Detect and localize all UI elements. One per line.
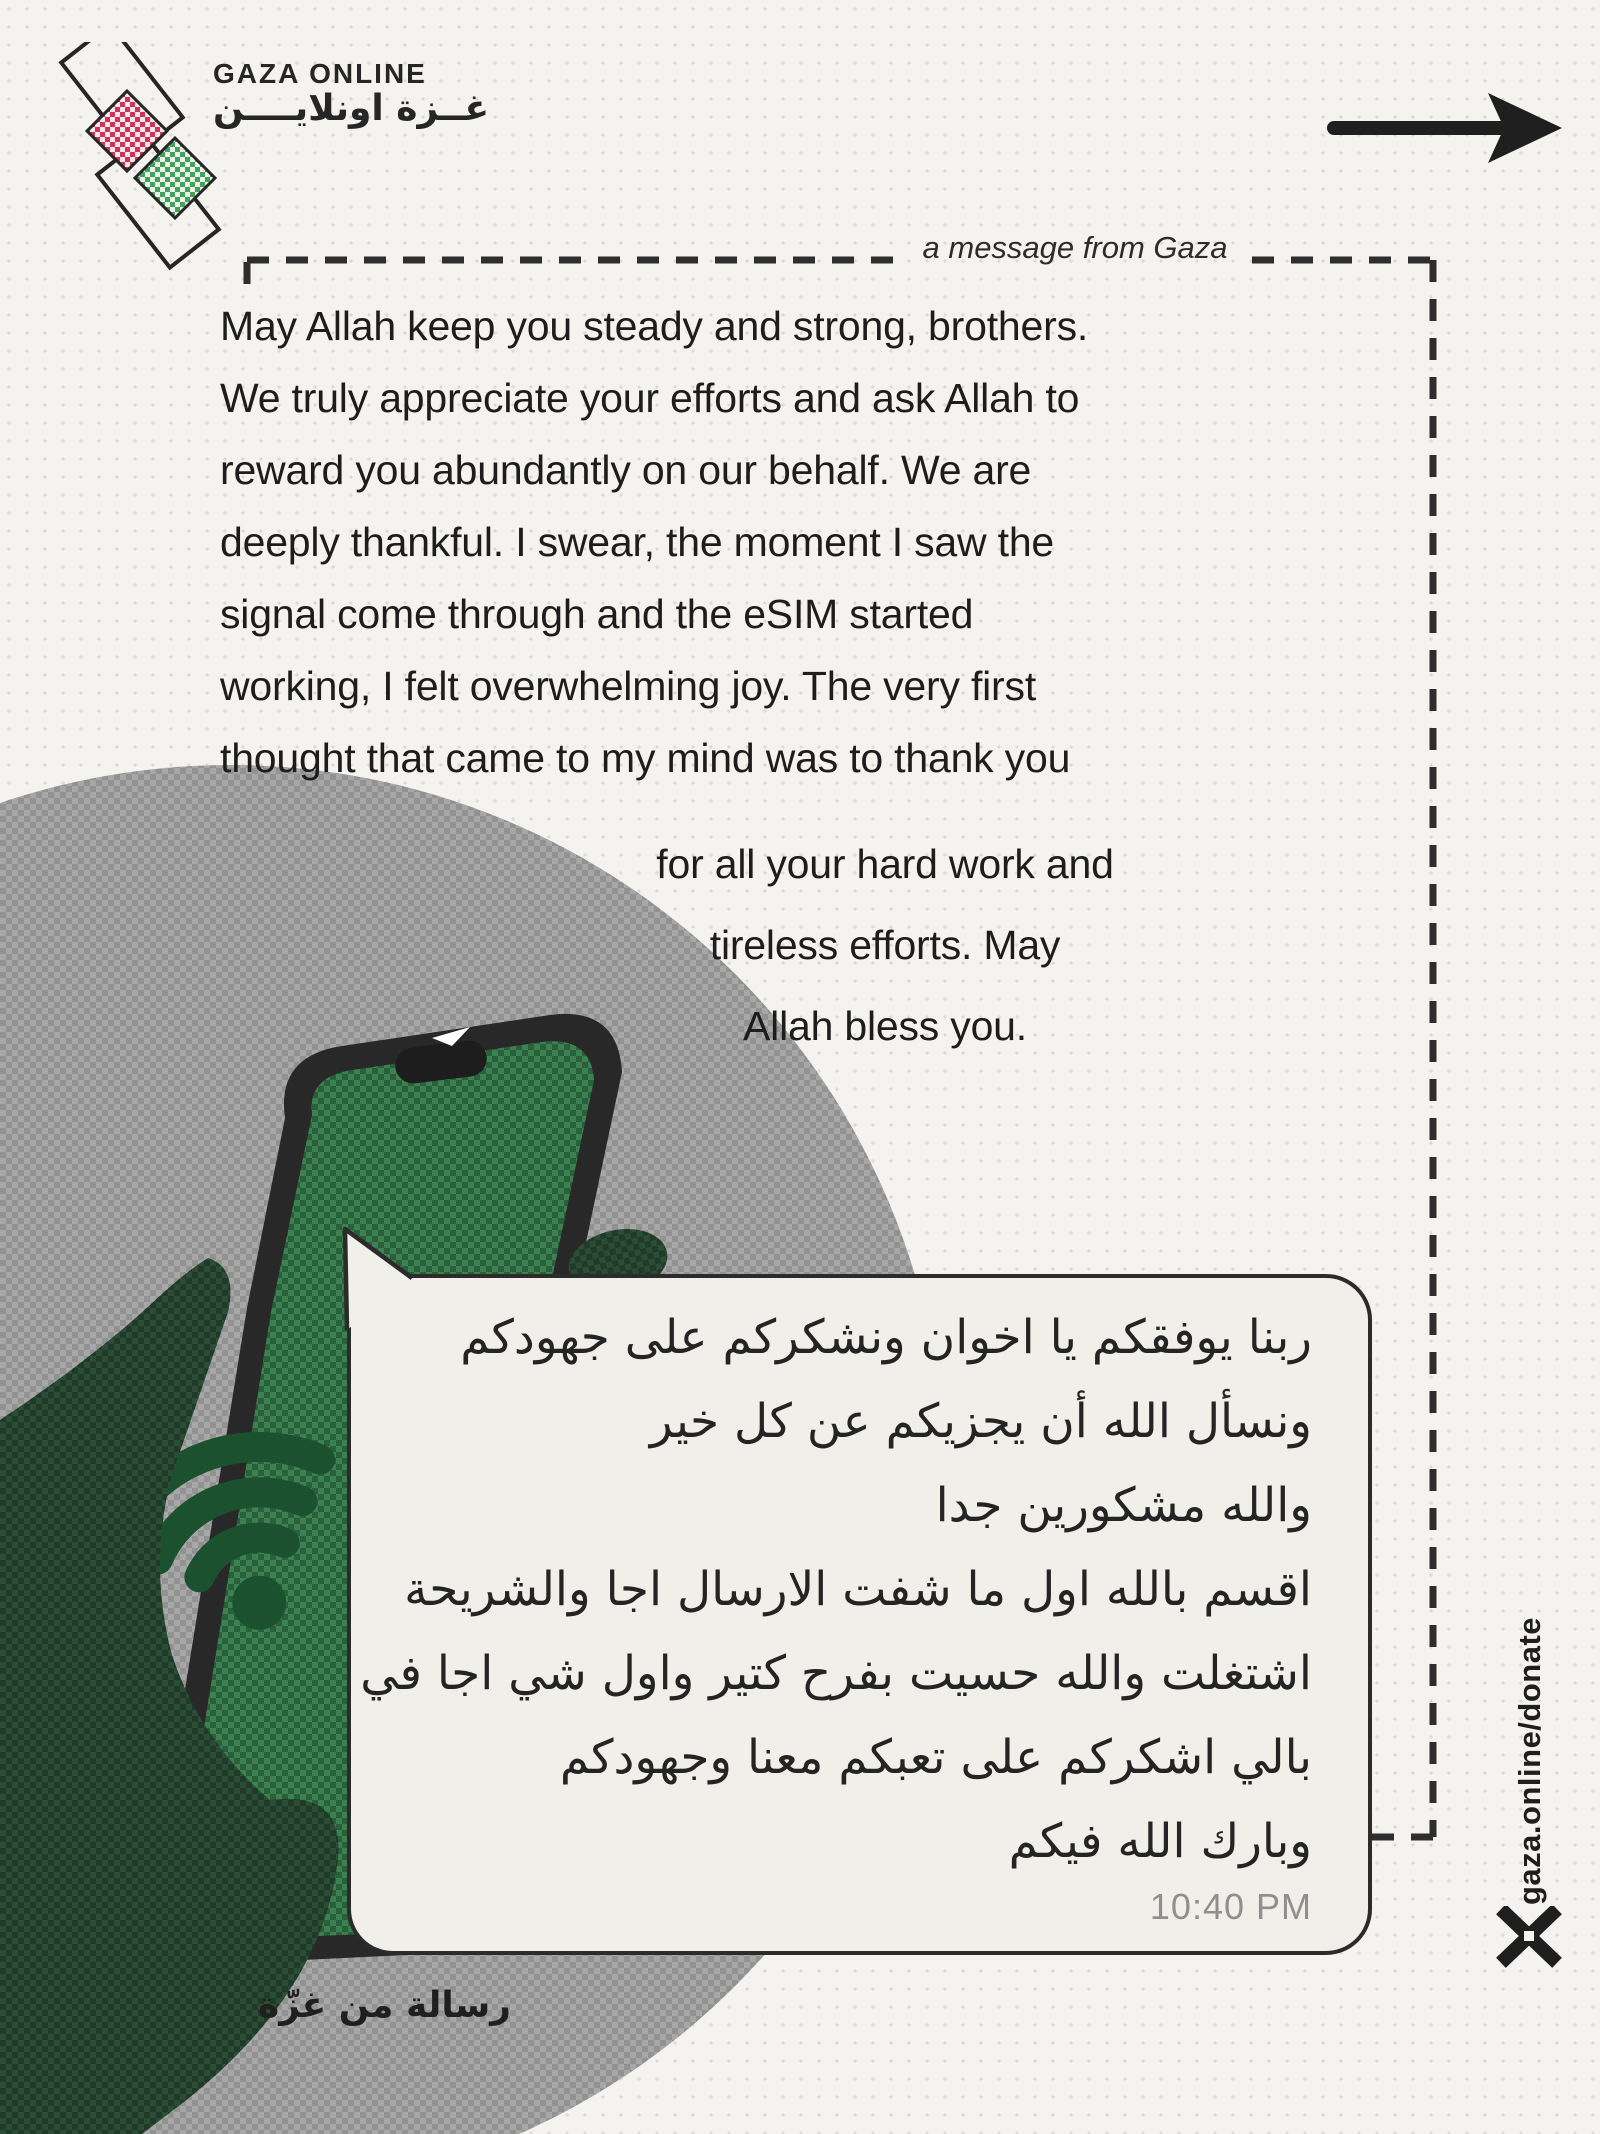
frame-label: a message from Gaza <box>922 230 1228 265</box>
brand-name: GAZA ONLINE <box>213 58 427 89</box>
message-line: We truly appreciate your efforts and ask Allah to <box>220 375 1080 421</box>
message-line: working, I felt overwhelming joy. The very first <box>220 663 1037 709</box>
arabic-line: اقسم بالله اول ما شفت الارسال اجا والشريحة <box>404 1562 1312 1617</box>
arabic-line: ربنا يوفقكم يا اخوان ونشكركم على جهودكم <box>460 1310 1312 1365</box>
gaza-online-logo-icon <box>55 42 255 272</box>
message-arabic <box>360 1296 1312 1884</box>
arabic-line: بالي اشكركم على تعبكم معنا وجهودكم <box>559 1730 1312 1785</box>
message-timestamp: 10:40 PM <box>1149 1886 1312 1927</box>
arrow-right-icon <box>1320 84 1580 174</box>
arabic-line: والله مشكورين جدا <box>935 1478 1312 1533</box>
arabic-line: اشتغلت والله حسيت بفرح كتير واول شي اجا في <box>360 1646 1312 1701</box>
arabic-line: ونسأل الله أن يجزيكم عن كل خير <box>649 1394 1312 1449</box>
message-line: thought that came to my mind was to thank you <box>220 735 1071 781</box>
message-line: reward you abundantly on our behalf. We are <box>220 447 1032 493</box>
caption-arabic: رسالة من غزّة <box>258 1985 511 2026</box>
tatreez-x-icon <box>1496 1906 1566 1970</box>
message-line: signal come through and the eSIM started <box>220 591 974 637</box>
donate-link[interactable]: gaza.online/donate <box>1512 1616 1547 1905</box>
message-line: for all your hard work and <box>656 841 1114 887</box>
message-line: Allah bless you. <box>743 1003 1027 1049</box>
message-line: May Allah keep you steady and strong, brothers. <box>220 303 1089 349</box>
message-line: deeply thankful. I swear, the moment I saw the <box>220 519 1055 565</box>
brand-name-arabic: غــزة اونلايــــن <box>213 88 490 129</box>
arabic-line: وبارك الله فيكم <box>1008 1814 1312 1869</box>
message-line: tireless efforts. May <box>709 922 1061 968</box>
